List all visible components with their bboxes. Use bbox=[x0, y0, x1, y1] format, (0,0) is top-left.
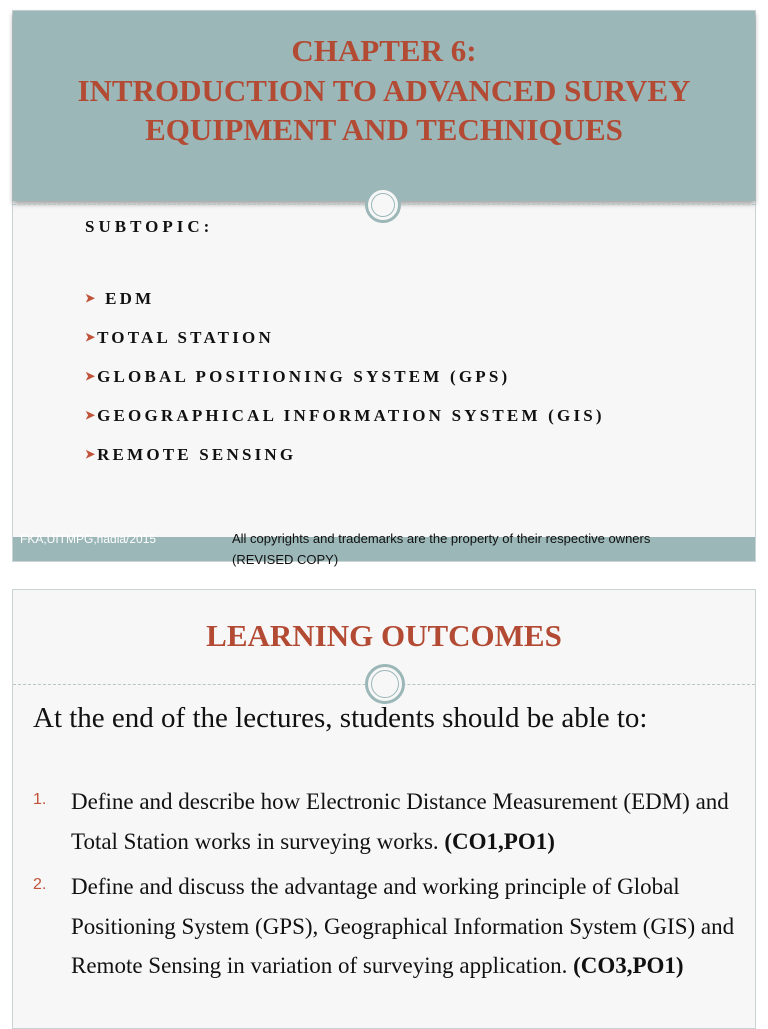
item-number: 1. bbox=[33, 791, 47, 808]
outcome-description: Define and describe how Electronic Distance Measurement (EDM) and Total Station works in surveying works. bbox=[71, 789, 729, 854]
copyright-notice bbox=[232, 528, 742, 570]
subtopic-label: SUBTOPIC: bbox=[85, 217, 214, 236]
chapter-title-line-2: EQUIPMENT AND TECHNIQUES bbox=[145, 112, 623, 147]
list-item-label: EDM bbox=[105, 288, 155, 308]
outcome-code: (CO3,PO1) bbox=[573, 953, 684, 978]
arrow-bullet-icon: ➤ bbox=[85, 291, 96, 305]
chapter-title-line-1: INTRODUCTION TO ADVANCED SURVEY bbox=[77, 73, 691, 108]
ring-ornament-icon bbox=[365, 664, 405, 704]
outcome-description: Define and discuss the advantage and working principle of Global Positioning System (GPS), Geographical Information System (GIS) and Remote Sensing in variation of surveying application. bbox=[71, 874, 735, 978]
list-item-label: REMOTE SENSING bbox=[97, 444, 297, 464]
slide-learning-outcomes bbox=[12, 589, 756, 1029]
title-banner bbox=[13, 11, 755, 201]
list-item-label: GEOGRAPHICAL INFORMATION SYSTEM (GIS) bbox=[97, 405, 605, 425]
ring-ornament-icon bbox=[365, 187, 401, 223]
item-number: 2. bbox=[33, 876, 47, 893]
slide-chapter-title bbox=[12, 10, 756, 562]
slide-title: LEARNING OUTCOMES bbox=[206, 618, 562, 653]
list-item bbox=[13, 867, 751, 986]
copyright-line: All copyrights and trademarks are the property of their respective owners bbox=[232, 531, 651, 546]
list-item bbox=[85, 357, 605, 396]
arrow-bullet-icon: ➤ bbox=[85, 408, 96, 422]
list-item bbox=[85, 318, 605, 357]
list-item-label: GLOBAL POSITIONING SYSTEM (GPS) bbox=[97, 366, 511, 386]
outcome-code: (CO1,PO1) bbox=[444, 828, 555, 854]
list-item bbox=[85, 396, 605, 435]
list-item-label: TOTAL STATION bbox=[97, 327, 274, 347]
arrow-bullet-icon: ➤ bbox=[85, 447, 96, 461]
list-item bbox=[13, 782, 751, 861]
outcome-text bbox=[71, 782, 751, 861]
outcomes-list bbox=[13, 782, 751, 992]
revised-copy-note: (REVISED COPY) bbox=[232, 552, 339, 567]
subtopic-list bbox=[85, 279, 605, 474]
list-item bbox=[85, 279, 605, 318]
list-item bbox=[85, 435, 605, 474]
arrow-bullet-icon: ➤ bbox=[85, 369, 96, 383]
arrow-bullet-icon: ➤ bbox=[85, 330, 96, 344]
outcome-text bbox=[71, 867, 751, 986]
intro-text: At the end of the lectures, students should be able to: bbox=[33, 702, 648, 734]
footer-author: FKA,UITMPG,nadia/2015 bbox=[20, 532, 157, 546]
chapter-number: CHAPTER 6: bbox=[291, 33, 477, 68]
